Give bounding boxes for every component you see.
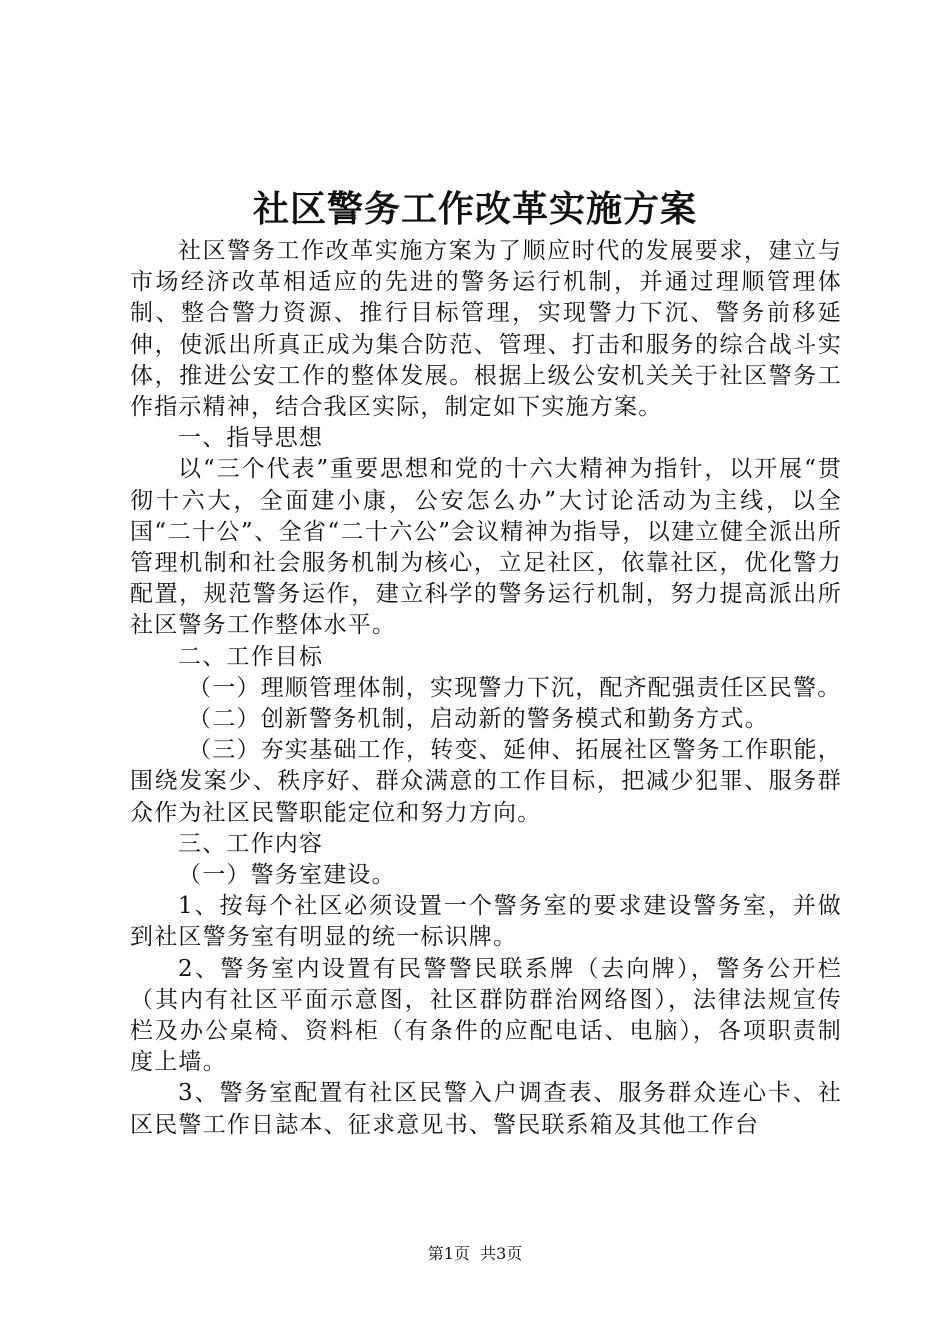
content-item-2: 2、警务室内设置有民警警民联系牌（去向牌），警务公开栏（其内有社区平面示意图，社区群防群治网络图），法律法规宣传栏及办公桌椅、资料柜（有条件的应配电话、电脑），各项职责制度上墙。 [130,955,842,1076]
subsection-heading-police-room: （一）警务室建设。 [178,862,396,889]
page-number: 第1页 [427,1244,470,1263]
document-title: 社区警务工作改革实施方案 [252,188,697,230]
content-item-3: 3、警务室配置有社区民警入户调查表、服务群众连心卡、社区民警工作日誌本、征求意见书、警民联系箱及其他工作台 [130,1080,842,1138]
intro-paragraph: 社区警务工作改革实施方案为了顺应时代的发展要求，建立与市场经济改革相适应的先进的警务运行机制，并通过理顺管理体制、整合警力资源、推行目标管理，实现警力下沉、警务前移延伸，使派出所真正成为集合防范、管理、打击和服务的综合战斗实体，推进公安工作的整体发展。根据上级公安机关关于社区警务工作指示精神，结合我区实际，制定如下实施方案。 [130,238,842,421]
goal-item-1: （一）理顺管理体制，实现警力下沉，配齐配强责任区民警。 [188,674,842,701]
guiding-ideology-paragraph: 以“三个代表”重要思想和党的十六大精神为指针，以开展“贯彻十六大，全面建小康，公安怎么办”大讨论活动为主线，以全国“二十公”、全省“二十六公”会议精神为指导，以建立健全派出所管理机制和社会服务机制为核心，立足社区，依靠社区，优化警力配置，规范警务运作，建立科学的警务运行机制，努力提高派出所社区警务工作整体水平。 [130,456,842,639]
goal-item-2: （二）创新警务机制，启动新的警务模式和勤务方式。 [188,706,769,733]
section-heading-work-goals: 二、工作目标 [178,643,324,670]
section-heading-work-content: 三、工作内容 [178,830,324,857]
goal-item-3: （三）夯实基础工作，转变、延伸、拓展社区警务工作职能，围绕发案少、秩序好、群众满意的工作目标，把减少犯罪、服务群众作为社区民警职能定位和努力方向。 [130,737,842,826]
document-body [130,236,842,1141]
page-total: 共3页 [480,1244,523,1263]
content-item-1: 1、按每个社区必须设置一个警务室的要求建设警务室，并做到社区警务室有明显的统一标识牌。 [130,893,842,951]
page-footer [0,1244,950,1264]
section-heading-guiding-ideology: 一、指导思想 [178,425,324,452]
